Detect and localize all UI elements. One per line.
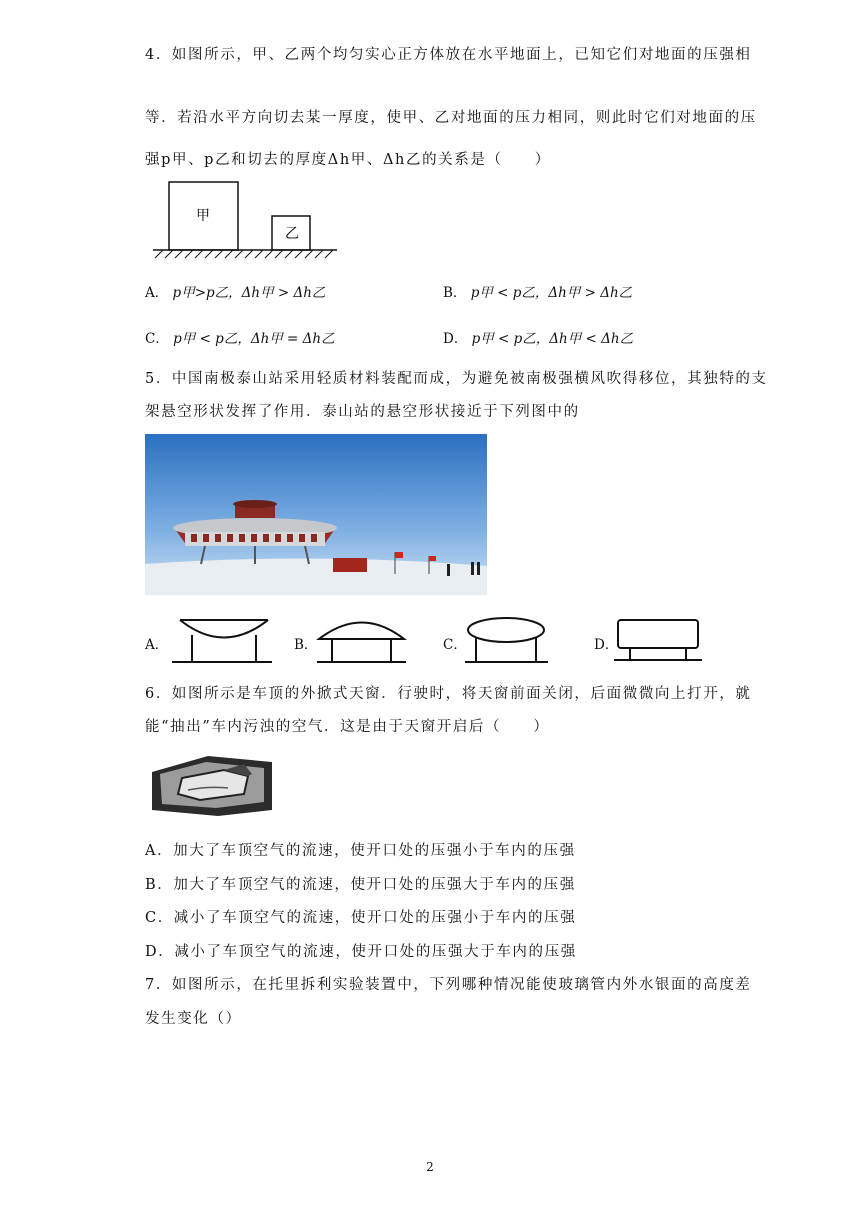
ground-hatching [155,250,333,258]
q6-option-c: C．减小了车顶空气的流速，使开口处的压强小于车内的压强 [145,910,577,926]
q4-option-a-label: A． [145,285,169,301]
q7-line-1: 7．如图所示，在托里拆利实验装置中，下列哪种情况能使玻璃管内外水银面的高度差 [145,977,752,993]
q6-option-b: B．加大了车顶空气的流速，使开口处的压强大于车内的压强 [145,877,576,893]
q4-option-d [443,327,633,347]
q5-option-b-label: B． [294,637,318,653]
q5-option-c-label: C． [443,637,467,653]
q4-option-b-text: p甲 < p乙，Δh甲 > Δh乙 [470,285,633,301]
q4-option-d-text: p甲 < p乙，Δh甲 < Δh乙 [471,331,634,347]
q4-line-3: 强p甲、p乙和切去的厚度Δh甲、Δh乙的关系是（ ） [145,152,551,168]
q4-option-b [443,281,632,301]
q4-option-b-label: B． [443,285,467,301]
q4-option-d-label: D． [443,331,468,347]
q6-line-1: 6．如图所示是车顶的外掀式天窗．行驶时，将天窗前面关闭，后面微微向上打开，就 [145,686,752,702]
q4-cubes-figure [145,178,345,263]
q5-option-d-label: D． [594,637,619,653]
q4-line-1: 4．如图所示，甲、乙两个均匀实心正方体放在水平地面上，已知它们对地面的压强相 [145,47,752,63]
q4-line-2: 等．若沿水平方向切去某一厚度，使甲、乙对地面的压力相同，则此时它们对地面的压 [145,110,757,126]
q7-line-2: 发生变化（） [145,1011,242,1027]
q4-option-c-text: p甲 < p乙，Δh甲 = Δh乙 [173,331,335,347]
q4-option-a-text: p甲>p乙，Δh甲 > Δh乙 [172,285,326,301]
q5-line-1: 5．中国南极泰山站采用轻质材料装配而成，为避免被南极强横风吹得移位，其独特的支 [145,371,768,387]
q6-option-d: D．减小了车顶空气的流速，使开口处的压强大于车内的压强 [145,944,577,960]
q5-option-d-figure [612,617,707,667]
q4-option-a [145,281,325,301]
q5-line-2: 架悬空形状发挥了作用．泰山站的悬空形状接近于下列图中的 [145,404,580,420]
q6-line-2: 能“抽出”车内污浊的空气．这是由于天窗开启后（ ） [145,719,550,735]
q5-option-b-figure [314,614,409,667]
taishan-station-photo [145,434,487,595]
cube-jia-label: 甲 [196,208,210,224]
container-hut [333,558,367,572]
q5-option-a-label: A． [145,637,169,653]
q5-option-a-figure [170,617,275,667]
q6-option-a: A．加大了车顶空气的流速，使开口处的压强小于车内的压强 [145,843,576,859]
q4-option-c [145,327,335,347]
q5-option-c-figure [462,614,552,667]
page-number: 2 [426,1160,434,1174]
cube-yi-label: 乙 [285,226,299,242]
q4-option-c-label: C． [145,331,169,347]
sunroof-photo [148,750,276,820]
